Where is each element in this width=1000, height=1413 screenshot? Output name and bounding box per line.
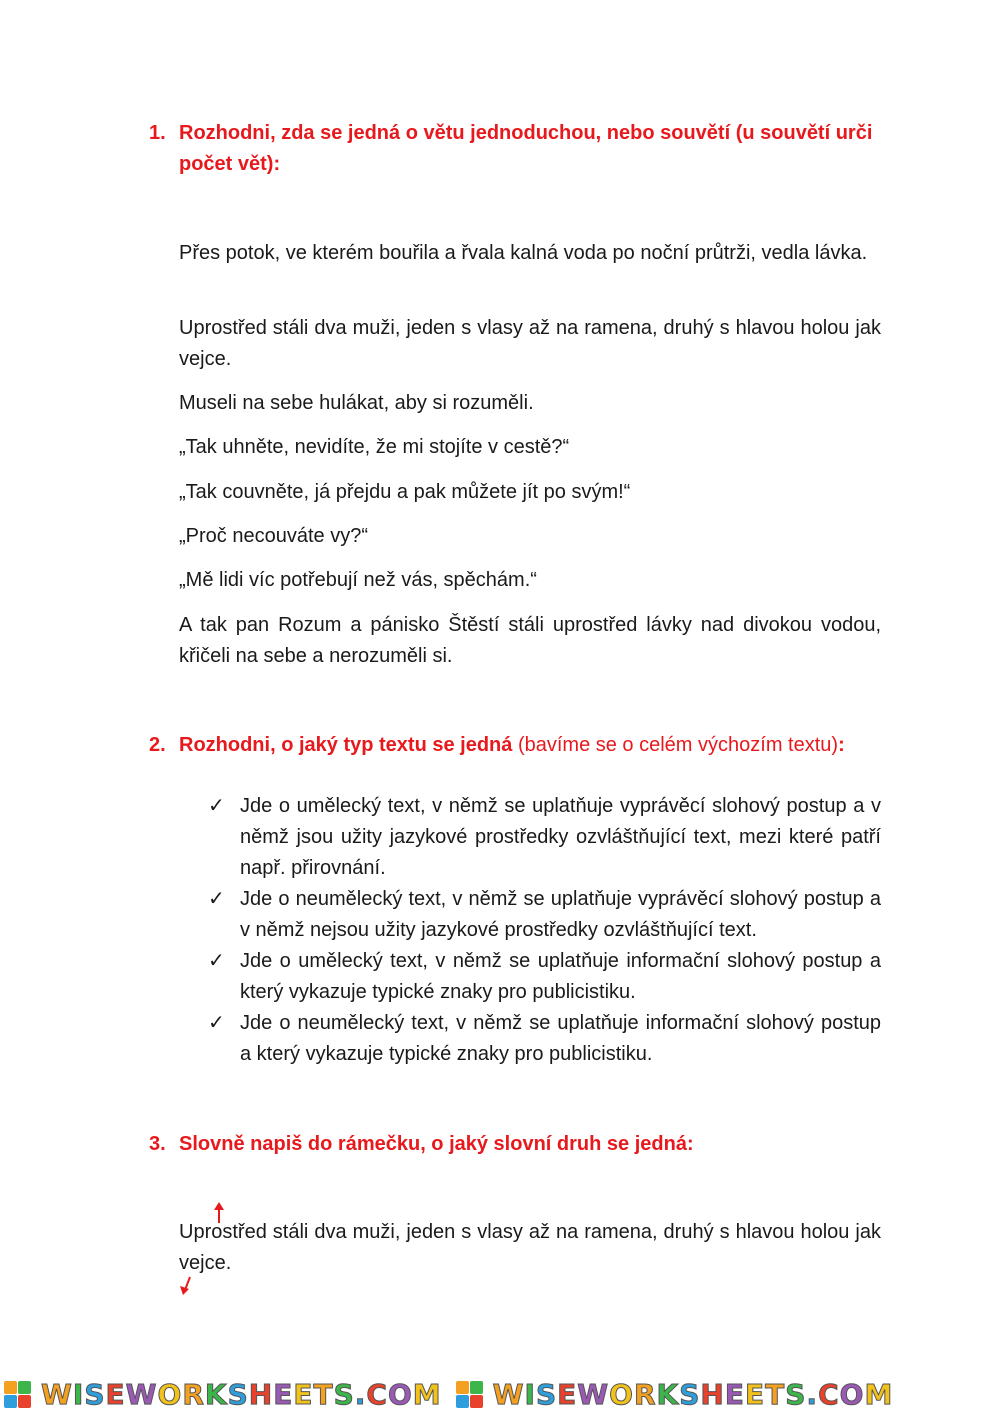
- task-1-number: 1.: [149, 122, 166, 144]
- checkmark-icon: ✓: [208, 950, 225, 972]
- arrow-down-icon: [178, 1276, 196, 1296]
- sentence-1: Přes potok, ve kterém bouřila a řvala kalná voda po noční průtrži, vedla lávka.: [179, 242, 868, 264]
- wiseworksheets-logo-icon: [456, 1381, 483, 1408]
- footer-brand-text: WISEWORKSHEETS.COM: [492, 1378, 894, 1411]
- task-2-options: [208, 791, 881, 1070]
- task-3-heading-text: Slovně napiš do rámečku, o jaký slovní druh se jedná:: [179, 1133, 694, 1155]
- checkmark-icon: ✓: [208, 888, 225, 910]
- option-text: Jde o umělecký text, v němž se uplatňuje vyprávěcí slohový postup a v němž jsou užity jazykové prostředky ozvláštňující text, mezi které patří např. přirovnání.: [240, 795, 881, 879]
- task-2-number: 2.: [149, 734, 166, 756]
- task-2-heading-bold: Rozhodni, o jaký typ textu se jedná: [179, 734, 513, 756]
- sentence-6: „Proč necouváte vy?“: [179, 525, 368, 547]
- wiseworksheets-logo-icon: [4, 1381, 31, 1408]
- task-2-heading-note: (bavíme se o celém výchozím textu): [517, 734, 839, 756]
- task-1-heading: [149, 118, 884, 180]
- sentence-4: „Tak uhněte, nevidíte, že mi stojíte v cestě?“: [179, 436, 570, 458]
- option-item[interactable]: [208, 884, 881, 946]
- sentence-8: A tak pan Rozum a pánisko Štěstí stáli uprostřed lávky nad divokou vodou, křičeli na sebe a nerozuměli si.: [179, 614, 881, 667]
- sentence-5: „Tak couvněte, já přejdu a pak můžete jít po svým!“: [179, 481, 631, 503]
- checkmark-icon: ✓: [208, 795, 225, 817]
- option-text: Jde o neumělecký text, v němž se uplatňuje vyprávěcí slohový postup a v němž nejsou užity jazykové prostředky ozvláštňující text.: [240, 888, 881, 941]
- task-3-number: 3.: [149, 1133, 166, 1155]
- sentence-3: Museli na sebe hulákat, aby si rozuměli.: [179, 392, 534, 414]
- option-text: Jde o neumělecký text, v němž se uplatňuje informační slohový postup a který vykazuje typické znaky pro publicistiku.: [240, 1012, 881, 1065]
- task-2-heading: [149, 730, 884, 761]
- option-item[interactable]: [208, 791, 881, 884]
- task-2-heading-colon: :: [838, 734, 845, 756]
- task-1-heading-text: Rozhodni, zda se jedná o větu jednoduchou, nebo souvětí (u souvětí urči počet vět):: [179, 122, 873, 175]
- footer-brand-text: WISEWORKSHEETS.COM: [41, 1378, 442, 1411]
- checkmark-icon: ✓: [208, 1012, 225, 1034]
- task-3-sentence: Uprostřed stáli dva muži, jeden s vlasy až na ramena, druhý s hlavou holou jak vejce.: [179, 1221, 881, 1274]
- option-item[interactable]: [208, 946, 881, 1008]
- sentence-7: „Mě lidi víc potřebují než vás, spěchám.“: [179, 569, 537, 591]
- task-3-heading: [149, 1129, 884, 1160]
- sentence-2: Uprostřed stáli dva muži, jeden s vlasy až na ramena, druhý s hlavou holou jak vejce.: [179, 317, 881, 370]
- option-item[interactable]: [208, 1008, 881, 1070]
- footer-watermark: [0, 1376, 1000, 1413]
- option-text: Jde o umělecký text, v němž se uplatňuje informační slohový postup a který vykazuje typické znaky pro publicistiku.: [240, 950, 881, 1003]
